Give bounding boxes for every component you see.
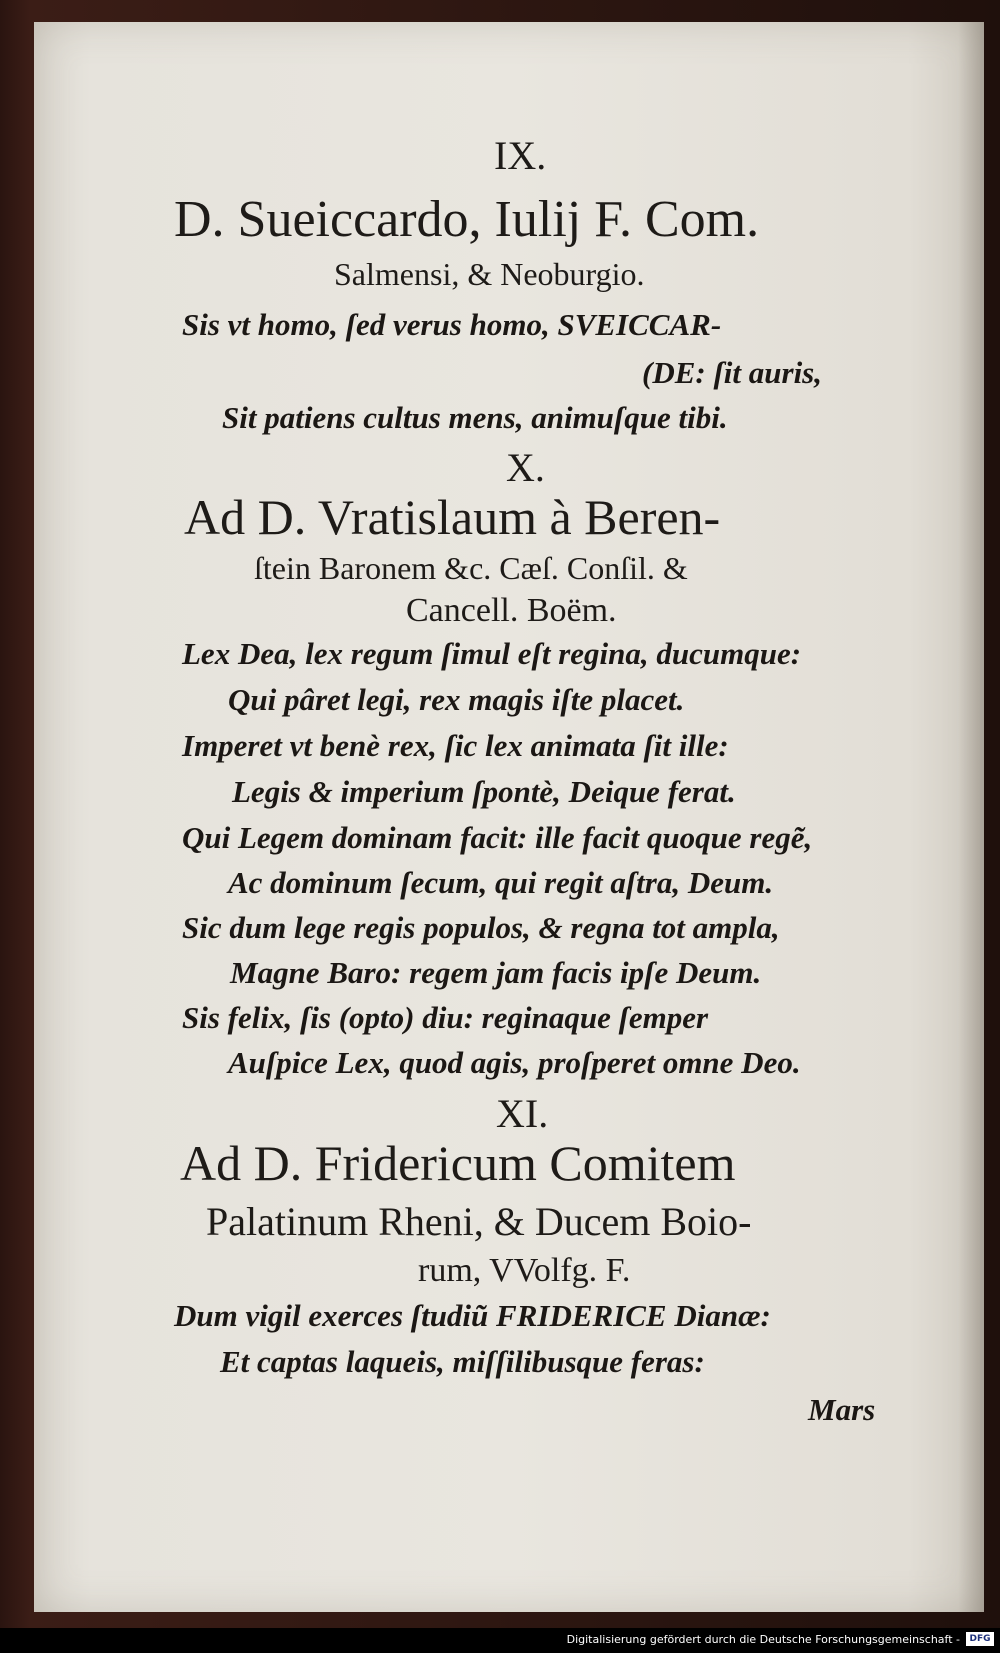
poem-11-verse-2: Et captas laqueis, miſſilibusque feras: — [220, 1344, 705, 1379]
poem-9-heading-line-1: D. Sueiccardo, Iulij F. Com. — [174, 191, 760, 248]
poem-10-verse-4: Legis & imperium ſpontè, Deique ferat. — [232, 774, 736, 809]
catchword: Mars — [808, 1392, 876, 1427]
page-gutter-shadow — [958, 22, 984, 1612]
book-page — [34, 22, 984, 1612]
poem-9-numeral: IX. — [494, 133, 547, 178]
footer-credit: Digitalisierung gefördert durch die Deutsche Forschungsgemeinschaft - — [566, 1633, 960, 1646]
poem-10-verse-5: Qui Legem dominam facit: ille facit quoque regẽ, — [182, 820, 813, 855]
poem-10-verse-10: Auſpice Lex, quod agis, proſperet omne Deo. — [228, 1045, 801, 1080]
poem-9-heading-line-2: Salmensi, & Neoburgio. — [334, 256, 645, 292]
poem-11-heading-line-3: rum, VVolfg. F. — [418, 1252, 631, 1289]
poem-10-verse-3: Imperet vt benè rex, ſic lex animata ſit ille: — [182, 728, 729, 763]
poem-10-heading-line-3: Cancell. Boëm. — [406, 592, 617, 629]
poem-10-heading-line-1: Ad D. Vratislaum à Beren- — [184, 489, 721, 545]
poem-10-heading-line-2: ſtein Baronem &c. Cæſ. Conſil. & — [254, 550, 688, 586]
poem-10-numeral: X. — [506, 445, 545, 490]
poem-9-verse-1-continuation: (DE: ſit auris, — [642, 355, 822, 390]
poem-11-verse-1: Dum vigil exerces ſtudiũ FRIDERICE Dianæ: — [174, 1298, 771, 1333]
poem-11-numeral: XI. — [496, 1091, 549, 1136]
poem-11-heading-line-2: Palatinum Rheni, & Ducem Boio- — [206, 1199, 752, 1244]
footer-bar — [0, 1628, 1000, 1653]
poem-9-verse-1: Sis vt homo, ſed verus homo, SVEICCAR- — [182, 307, 722, 342]
poem-11-heading-line-1: Ad D. Fridericum Comitem — [180, 1135, 736, 1191]
dfg-logo: DFG — [966, 1632, 994, 1646]
poem-10-verse-7: Sic dum lege regis populos, & regna tot ampla, — [182, 910, 780, 945]
poem-9-verse-2: Sit patiens cultus mens, animuſque tibi. — [222, 400, 728, 435]
poem-10-verse-9: Sis felix, ſis (opto) diu: reginaque ſemper — [182, 1000, 709, 1035]
poem-10-verse-6: Ac dominum ſecum, qui regit aſtra, Deum. — [228, 865, 774, 900]
poem-10-verse-1: Lex Dea, lex regum ſimul eſt regina, ducumque: — [182, 636, 802, 671]
poem-10-verse-8: Magne Baro: regem jam facis ipſe Deum. — [230, 955, 762, 990]
poem-10-verse-2: Qui pâret legi, rex magis iſte placet. — [228, 682, 685, 717]
